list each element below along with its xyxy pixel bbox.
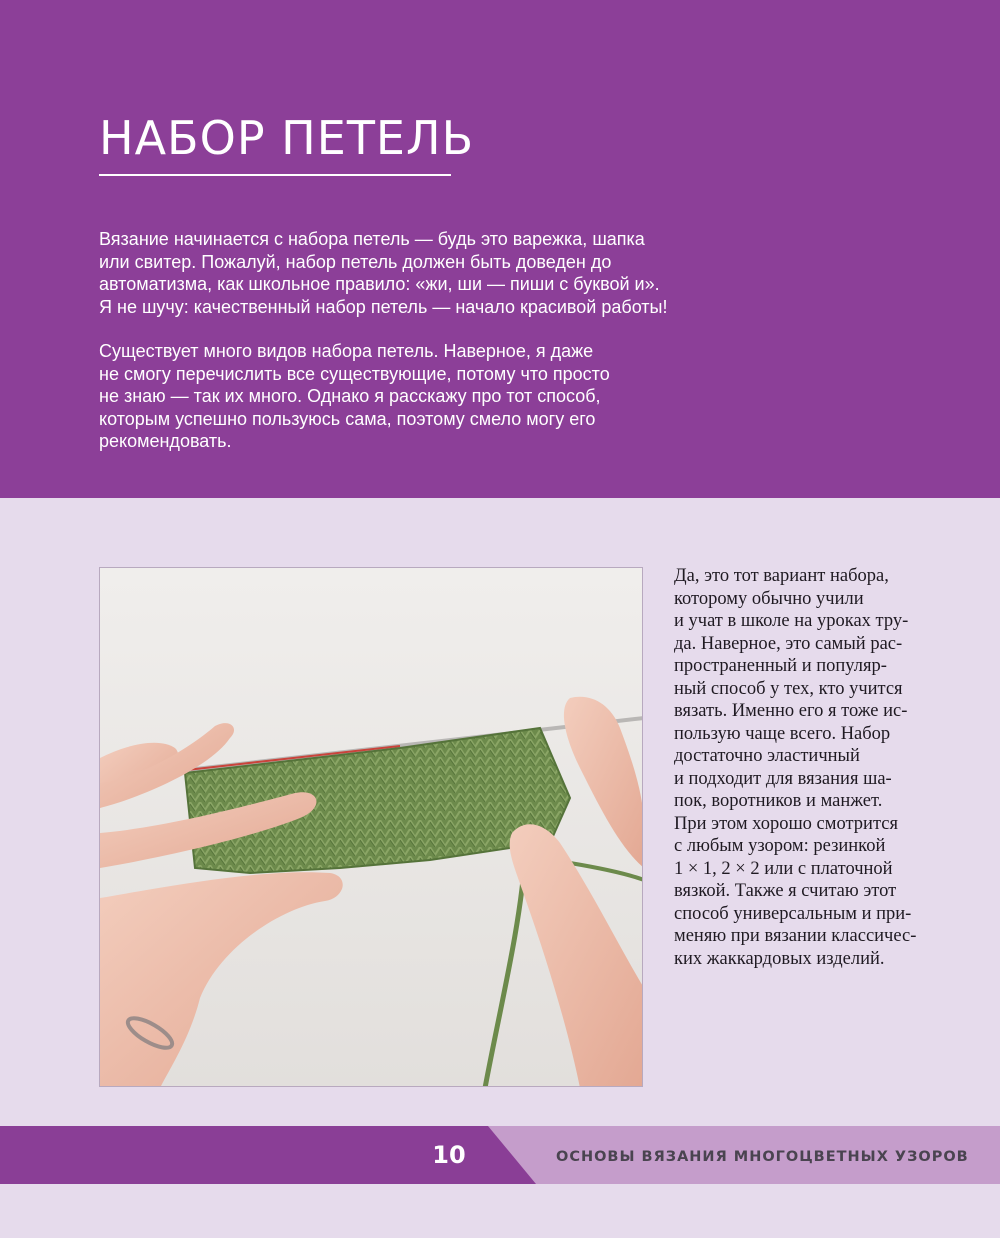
side-line: вязкой. Также я считаю этот (674, 881, 897, 901)
side-line: Да, это тот вариант набора, (674, 566, 889, 586)
side-line: да. Наверное, это самый рас- (674, 633, 903, 654)
page-title: НАБОР ПЕТЕЛЬ (99, 111, 475, 165)
side-line: и подходит для вязания ша- (674, 768, 892, 789)
intro-line: не смогу перечислить все существующие, потому что просто (99, 363, 610, 384)
intro-line: Вязание начинается с набора петель — будь это варежка, шапка (99, 229, 645, 249)
side-line: пользую чаще всего. Набор (674, 723, 891, 744)
side-line: меняю при вязании классичес- (674, 926, 917, 946)
side-line: с любым узором: резинкой (674, 836, 886, 856)
side-paragraph (674, 565, 964, 970)
side-line: которому обычно учили (674, 588, 864, 609)
intro-line: Существует много видов набора петель. Наверное, я даже (99, 341, 594, 361)
intro-line: которым успешно пользуюсь сама, поэтому смело могу его (99, 408, 596, 429)
page-number: 10 (432, 1141, 466, 1169)
side-line: способ универсальным и при- (674, 903, 912, 924)
title-underline (99, 174, 451, 176)
side-line: При этом хорошо смотрится (674, 813, 898, 834)
intro-line: Я не шучу: качественный набор петель — начало красивой работы! (99, 296, 668, 317)
intro-line: автоматизма, как школьное правило: «жи, ши — пиши с буквой и». (99, 274, 660, 294)
side-line: достаточно эластичный (674, 746, 860, 766)
knitting-cast-on-photo (99, 567, 643, 1087)
intro-line: не знаю — так их много. Однако я расскажу про тот способ, (99, 386, 601, 406)
footer-band-dark (0, 1126, 560, 1184)
side-line: ких жаккардовых изделий. (674, 948, 885, 969)
side-line: пространенный и популяр- (674, 656, 887, 676)
side-line: вязать. Именно его я тоже ис- (674, 701, 908, 721)
side-line: 1 × 1, 2 × 2 или с платочной (674, 858, 893, 879)
side-line: ный способ у тех, кто учится (674, 678, 903, 699)
side-line: и учат в школе на уроках тру- (674, 611, 909, 631)
knitting-illustration (100, 568, 643, 1087)
intro-paragraph-2 (99, 340, 719, 453)
intro-line: рекомендовать. (99, 431, 232, 451)
intro-paragraph-1 (99, 228, 719, 318)
side-line: пок, воротников и манжет. (674, 791, 883, 811)
intro-line: или свитер. Пожалуй, набор петель должен быть доведен до (99, 251, 612, 272)
header-band (0, 0, 1000, 498)
running-footer-title: ОСНОВЫ ВЯЗАНИЯ МНОГОЦВЕТНЫХ УЗОРОВ (556, 1149, 969, 1165)
